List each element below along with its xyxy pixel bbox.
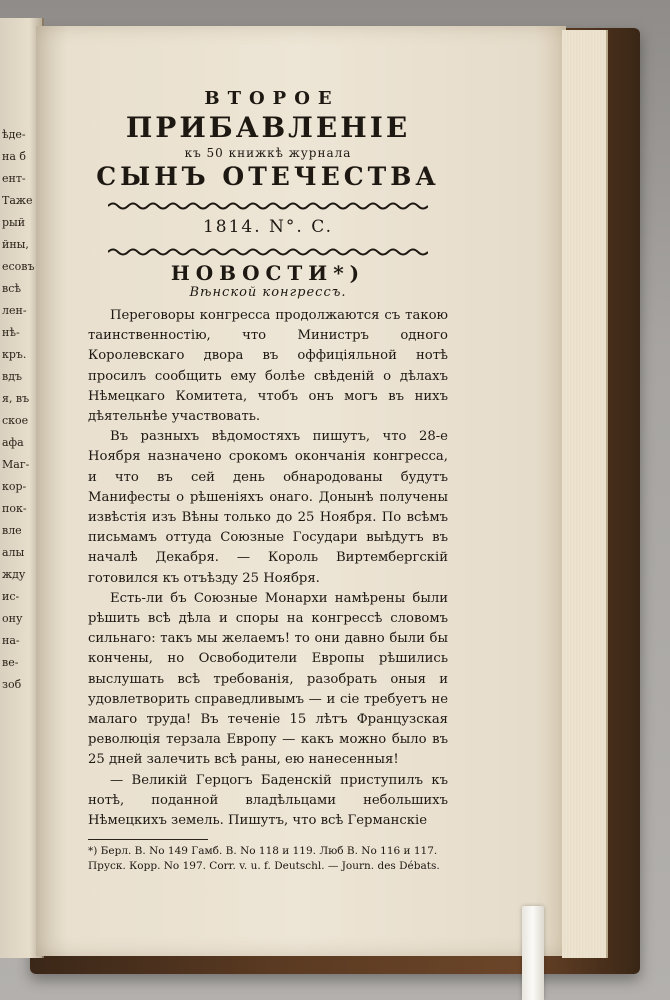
- paragraph-3: Есть-ли бъ Союзные Монархи намѣрены были рѣшить всѣ дѣла и споры на конгрессѣ словомъ сильнаго: такъ мы желаемъ! то они давно были бы кончены, но Освободители Европы рѣшились выслушать всѣ требованiя, разобрать оныя и удовлетворить справедливымъ — и сiе требуетъ не малаго труда! Въ теченiе 15 лѣтъ Французская революцiя терзала Европу — какъ можно было въ 25 дней залечить всѣ раны, ею нанесенныя!: [88, 590, 448, 768]
- paragraph-2: Въ разныхъ вѣдомостяхъ пишутъ, что 28-е Ноября назначено срокомъ окончанiя конгресса, и что въ сей день обнародованы будутъ Манифесты о рѣшенiяхъ онаго. Донынѣ получены извѣстiя изъ Вѣны только до 25 Ноября. По всѣмъ письмамъ оттуда Союзные Государи выѣдутъ въ началѣ Декабря. — Король Виртембергскiй готовился къ отъѣзду 25 Ноября.: [88, 429, 448, 586]
- footnote-rule: [88, 839, 208, 840]
- bookmark-ribbon: [522, 906, 544, 1000]
- left-page-fragment: кор-: [2, 480, 27, 493]
- left-page-fragment: ское: [2, 414, 29, 427]
- left-page-fragment: Таже: [2, 194, 33, 207]
- paragraph-1: Переговоры конгресса продолжаются съ такою таинственностiю, что Министръ одного Королевскаго двора въ оффицiяльной нотѣ просилъ сообщить ему болѣе свѣденiй о дѣлахъ Нѣмецкаго Комитета, чтобъ онъ могъ въ нихъ дѣятельнѣе участвовать.: [88, 308, 448, 425]
- left-page-fragment: алы: [2, 546, 25, 559]
- left-page-fragment: вдъ: [2, 370, 22, 383]
- wavy-rule-bottom: [108, 247, 428, 257]
- left-page-fragment: лен-: [2, 304, 27, 317]
- left-page-fragment: ент-: [2, 172, 26, 185]
- left-page-fragment: зоб: [2, 678, 22, 691]
- page-edges: [562, 30, 608, 958]
- left-page-fragment: я, въ: [2, 392, 30, 405]
- left-page-fragment: вле: [2, 524, 22, 537]
- left-page-fragment: ону: [2, 612, 23, 625]
- section-title: НОВОСТИ*): [170, 261, 366, 285]
- left-page-fragment: йны,: [2, 238, 29, 251]
- left-page-fragment: пок-: [2, 502, 27, 515]
- left-page-fragment: на-: [2, 634, 20, 647]
- left-page-fragment: рый: [2, 216, 26, 229]
- wavy-rule-top: [108, 201, 428, 211]
- page-content: [88, 88, 448, 874]
- left-page-fragment: есовъ: [2, 260, 35, 273]
- left-page-fragment: ве-: [2, 656, 19, 669]
- left-page-fragment: на б: [2, 150, 27, 163]
- header-line-3: къ 50 книжкѣ журнала: [184, 146, 352, 160]
- left-page-fragment: Маг-: [2, 458, 30, 471]
- left-page-fragment: ис-: [2, 590, 20, 603]
- paragraph-4: — Великiй Герцогъ Баденскiй приступилъ къ нотѣ, поданной владѣльцами небольшихъ Нѣмецкихъ земель. Пишутъ, что всѣ Германскiе: [88, 772, 448, 829]
- issue-number: 1814. N°. C.: [202, 217, 334, 237]
- left-page-fragment: ѣде-: [2, 128, 26, 141]
- left-page-fragment: жду: [2, 568, 26, 581]
- left-page-fragment: всѣ: [2, 282, 21, 295]
- left-page-fragment: афа: [2, 436, 24, 449]
- journal-title: СЫНЪ ОТЕЧЕСТВА: [96, 162, 440, 191]
- header-line-1: ВТОРОЕ: [204, 88, 340, 109]
- footnote: *) Берл. В. No 149 Гамб. В. No 118 и 119. Люб В. No 116 и 117. Пруск. Корр. No 197. Corr. v. u. f. Deutschl. — Journ. des Débats.: [88, 845, 440, 873]
- header-line-2: ПРИБАВЛЕНIЕ: [125, 111, 411, 144]
- article-body: [88, 306, 448, 831]
- left-page-fragment: нѣ-: [2, 326, 20, 339]
- section-subtitle: Вѣнской конгрессъ.: [189, 285, 347, 300]
- left-page-fragment: кръ.: [2, 348, 27, 361]
